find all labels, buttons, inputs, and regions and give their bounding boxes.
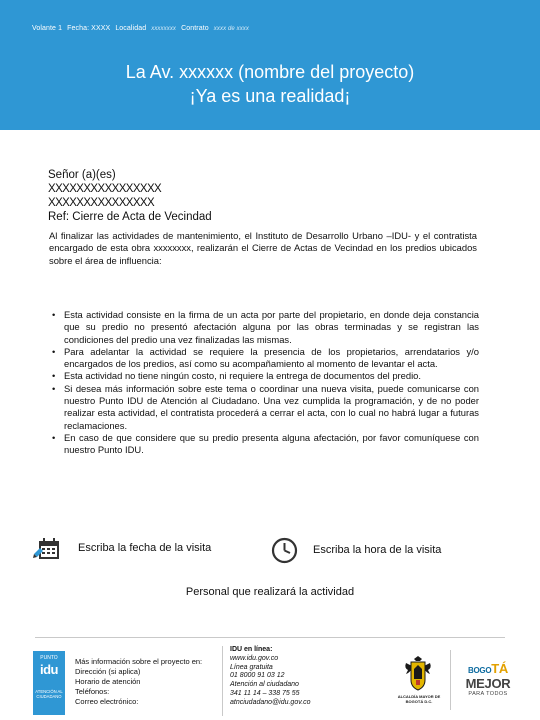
project-contact-info (75, 657, 202, 707)
punto-idu-logo (33, 651, 65, 715)
visit-date-label: Escriba la fecha de la visita (78, 542, 212, 554)
meta-contrato-value: xxxx de xxxx (213, 26, 250, 32)
contact-line: Horario de atención (75, 677, 141, 686)
footer-separator (222, 646, 223, 716)
contact-line: Dirección (si aplica) (75, 667, 141, 676)
logo-text-atencion: ATENCIÓN AL CIUDADANO (35, 689, 63, 699)
contact-line: Más información sobre el proyecto en: (75, 657, 203, 666)
logo-bogota: BOGOTÁ (468, 661, 508, 676)
alcaldia-label: ALCALDÍA MAYOR DE BOGOTÁ D.C. (397, 694, 441, 704)
toll-free-number: 01 8000 91 03 12 (230, 672, 285, 680)
meta-localidad-value: xxxxxxxx (151, 26, 177, 32)
meta-contrato-label: Contrato (181, 25, 209, 32)
page-subtitle: ¡Ya es una realidad¡ (189, 86, 351, 106)
list-item: • Esta actividad consiste en la firma de un acta por parte del propietario, en donde deja constancia que su predio no presentó afectación alguna por las obras terminadas y se registran las condiciones del predio una vez finalizadas las mismas. (51, 309, 479, 346)
addressee-name: XXXXXXXXXXXXXXXX (48, 183, 162, 195)
clock-icon (271, 537, 298, 564)
meta-localidad-label: Localidad (115, 25, 147, 32)
phone-numbers: 341 11 14 – 338 75 55 (230, 689, 300, 697)
contact-line: Teléfonos: (75, 687, 110, 696)
reference-line: Ref: Cierre de Acta de Vecindad (48, 211, 212, 223)
website-link[interactable]: www.idu.gov.co (230, 654, 279, 662)
logo-mejor: MEJOR (465, 676, 511, 691)
list-item: • Si desea más información sobre este tema o coordinar una nueva visita, puede comunicarse con nuestro Punto IDU de Atención al Ciudadano. Una vez cumplida la programación, y de no poder realizar esta actividad, el contratista procederá a cerrar el acta, con lo cual no habrá lugar a futuras reclamaciones. (51, 383, 479, 432)
addressee-address: XXXXXXXXXXXXXXX (48, 197, 155, 209)
meta-fecha: Fecha: XXXX (67, 25, 111, 32)
online-line: Atención al ciudadano (230, 681, 299, 689)
personnel-label: Personal que realizará la actividad (185, 586, 355, 598)
logo-text-punto: PUNTO (40, 655, 58, 661)
calendar-icon (33, 537, 63, 561)
alcaldia-crest-icon (400, 654, 436, 692)
info-bullet-list (51, 309, 479, 457)
bogota-mejor-logo (458, 662, 518, 698)
addressee-block (48, 168, 212, 224)
logo-para-todos: PARA TODOS (468, 691, 508, 697)
list-item: • Esta actividad no tiene ningún costo, ni requiere la entrega de documentos del predio. (51, 370, 479, 382)
footer-divider (35, 637, 505, 638)
list-item: • En caso de que considere que su predio presenta alguna afectación, por favor comuníquese con nuestro Punto IDU. (51, 432, 479, 457)
meta-volante: Volante 1 (32, 25, 63, 32)
email-link[interactable]: atnciudadano@idu.gov.co (230, 698, 311, 706)
salutation: Señor (a)(es) (48, 169, 116, 181)
online-title: IDU en línea: (230, 646, 273, 653)
contact-line: Correo electrónico: (75, 697, 139, 706)
header-meta (32, 25, 252, 32)
online-line: Línea gratuita (230, 663, 273, 671)
footer-separator (450, 650, 451, 710)
header-band (0, 0, 540, 130)
page-title: La Av. xxxxxx (nombre del proyecto) (125, 62, 415, 82)
visit-time-label: Escriba la hora de la visita (313, 544, 442, 556)
logo-text-idu: idu (40, 662, 58, 677)
list-item: • Para adelantar la actividad se requiere la presencia de los propietarios, arrendatarios y/o encargados de los predios, así como su acompañamiento al momento de levantar el acta. (51, 346, 479, 371)
idu-online-info (230, 646, 311, 708)
intro-paragraph: Al finalizar las actividades de mantenimiento, el Instituto de Desarrollo Urbano –IDU- y el contratista encargado de esta obra xxxxxxxx, realizarán el Cierre de Actas de Vecindad en los predios ubicados sobre el área de influencia: (49, 230, 477, 266)
